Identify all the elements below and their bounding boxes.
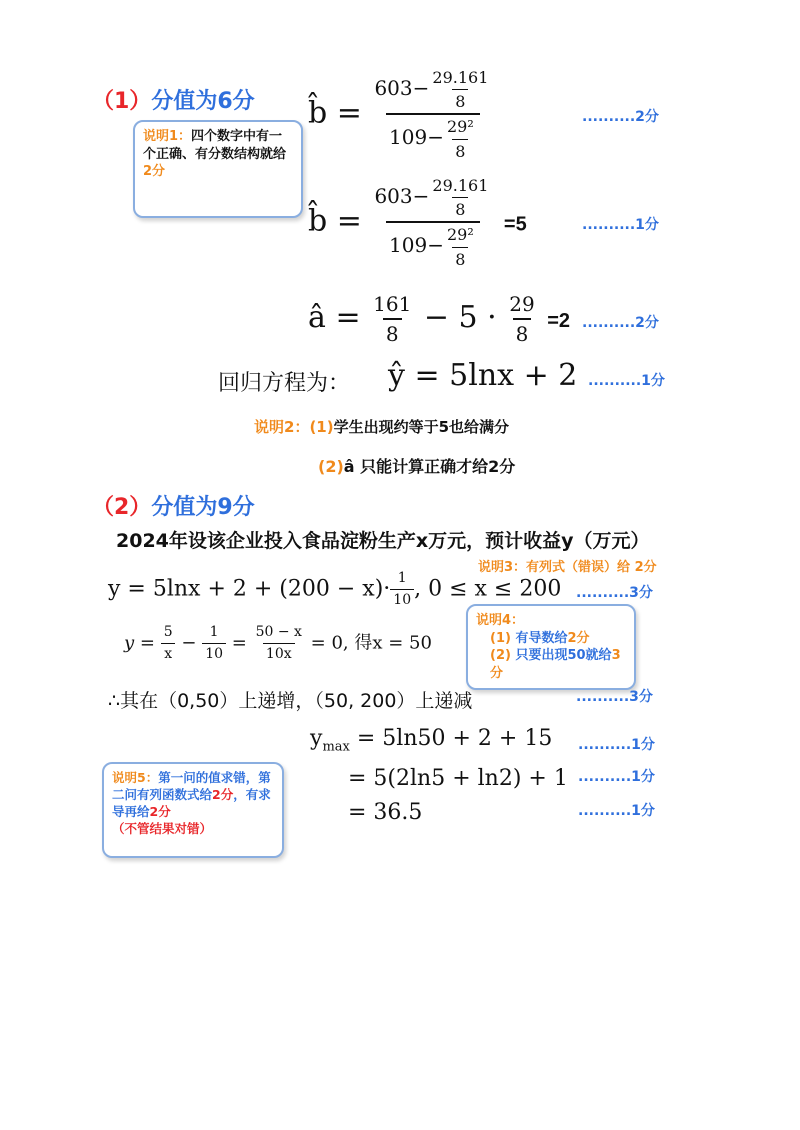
sub-numerator: 29.161 (432, 68, 489, 87)
note1-points: 2分 (143, 164, 166, 180)
note2-item2-number: (2) (318, 457, 344, 476)
derivative-equation: y = $\frac{5}{x}$ − $\frac{1}{10}$ = $\frac{50 - x}{10x}$ = 0, 得x = 50 (124, 624, 432, 662)
a-hat-symbol: â (308, 300, 326, 335)
a-hat-formula (308, 292, 570, 346)
max-value-line3: = 36.5 (348, 800, 423, 825)
sub-denominator: 8 (452, 197, 468, 219)
part1-number: （1） (92, 89, 152, 114)
score-max-line3: ..........1分 (578, 803, 655, 819)
fraction-161-8: $\frac{161}{8}$ (373, 292, 412, 346)
note2-item1-text: 学生出现约等于5也给满分 (333, 418, 510, 436)
score-b-hat-formula: ..........2分 (582, 109, 659, 125)
part2-title: 分值为9分 (151, 495, 255, 520)
b-hat-fraction (371, 68, 494, 161)
note3-label: 说明3： (478, 560, 527, 575)
note2-item2-text: â 只能计算正确才给2分 (343, 457, 516, 476)
part2-intro: 2024年设该企业投入食品淀粉生产x万元，预计收益y（万元） (116, 530, 650, 552)
b-hat-formula (308, 68, 494, 161)
score-max-line2: ..........1分 (578, 769, 655, 785)
note2-line2 (318, 454, 515, 477)
fraction-29-8: $\frac{29}{8}$ (509, 292, 535, 346)
score-profit-function: ..........3分 (576, 585, 653, 601)
regression-equation: ŷ = 5lnx + 2 (388, 358, 578, 393)
equals-sign: = (336, 95, 362, 131)
note5-label: 说明5： (112, 770, 159, 785)
note5-box: 说明5：第一问的值求错，第二问有列函数式给2分，有求导再给2分 （不管结果对错） (102, 762, 284, 858)
note3-text: 有列式（错误）给 2分 (526, 560, 657, 575)
equals-sign: = (335, 300, 361, 335)
note2-item1-number: (1) (309, 418, 334, 436)
equals-sign: = (336, 203, 362, 239)
note4-box (466, 604, 636, 690)
b-hat-symbol: b̂ (308, 203, 328, 239)
b-hat-fraction (371, 176, 494, 269)
b-hat-result (308, 176, 527, 269)
numerator-term: 603− (374, 184, 430, 209)
fraction-1-10: $\frac{1}{10}$ (390, 570, 414, 609)
monotonicity: ∴其在（0,50）上递增，（50, 200）上递减 (108, 690, 473, 712)
part2-number: （2） (92, 495, 152, 520)
note4-item1: (1) 有导数给2分 (490, 630, 590, 646)
regression-label: 回归方程为： (218, 371, 351, 396)
score-b-hat-result: ..........1分 (582, 217, 659, 233)
score-a-hat: ..........2分 (582, 315, 659, 331)
profit-function-domain: , 0 ≤ x ≤ 200 (414, 576, 562, 602)
b-hat-value: =5 (503, 213, 527, 236)
denominator-term: 109− (389, 233, 444, 258)
profit-function (108, 570, 561, 609)
part1-heading (92, 84, 255, 115)
sub-numerator: 29.161 (432, 176, 489, 195)
note5-tail: （不管结果对错） (112, 820, 213, 836)
critical-point: = 0, 得x = 50 (310, 632, 432, 654)
b-hat-symbol: b̂ (308, 95, 328, 131)
max-value-line1: $y_{max} = 5\ln 50 + 2 + 15$ (310, 726, 553, 755)
part2-heading (92, 490, 255, 521)
note1-text: 四个数字中有一个正确、有分数结构就给 (143, 129, 287, 162)
score-regression: ..........1分 (588, 373, 665, 389)
note2-label: 说明2： (254, 418, 310, 436)
minus-term: − 5 · (423, 300, 497, 335)
profit-function-left: y = 5lnx + 2 + (200 − x)· (108, 576, 391, 602)
note4-item2: (2) 只要出现50就给3分 (490, 648, 621, 681)
a-hat-value: =2 (547, 310, 571, 332)
score-max-line1: ..........1分 (578, 737, 655, 753)
part1-title: 分值为6分 (151, 89, 255, 114)
sub-denominator: 8 (452, 247, 468, 269)
sub-numerator: 29² (446, 117, 474, 137)
score-monotonicity: ..........3分 (576, 689, 653, 705)
max-value-line2: = 5(2ln5 + ln2) + 1 (348, 766, 568, 791)
note2-line1 (254, 416, 509, 437)
sub-numerator: 29² (446, 225, 474, 245)
sub-denominator: 8 (452, 139, 468, 161)
sub-denominator: 8 (452, 89, 468, 111)
note1-box (133, 120, 303, 218)
denominator-term: 109− (389, 125, 444, 150)
note1-label: 说明1： (143, 129, 192, 144)
note4-label: 说明4： (476, 613, 525, 628)
numerator-term: 603− (374, 76, 430, 101)
